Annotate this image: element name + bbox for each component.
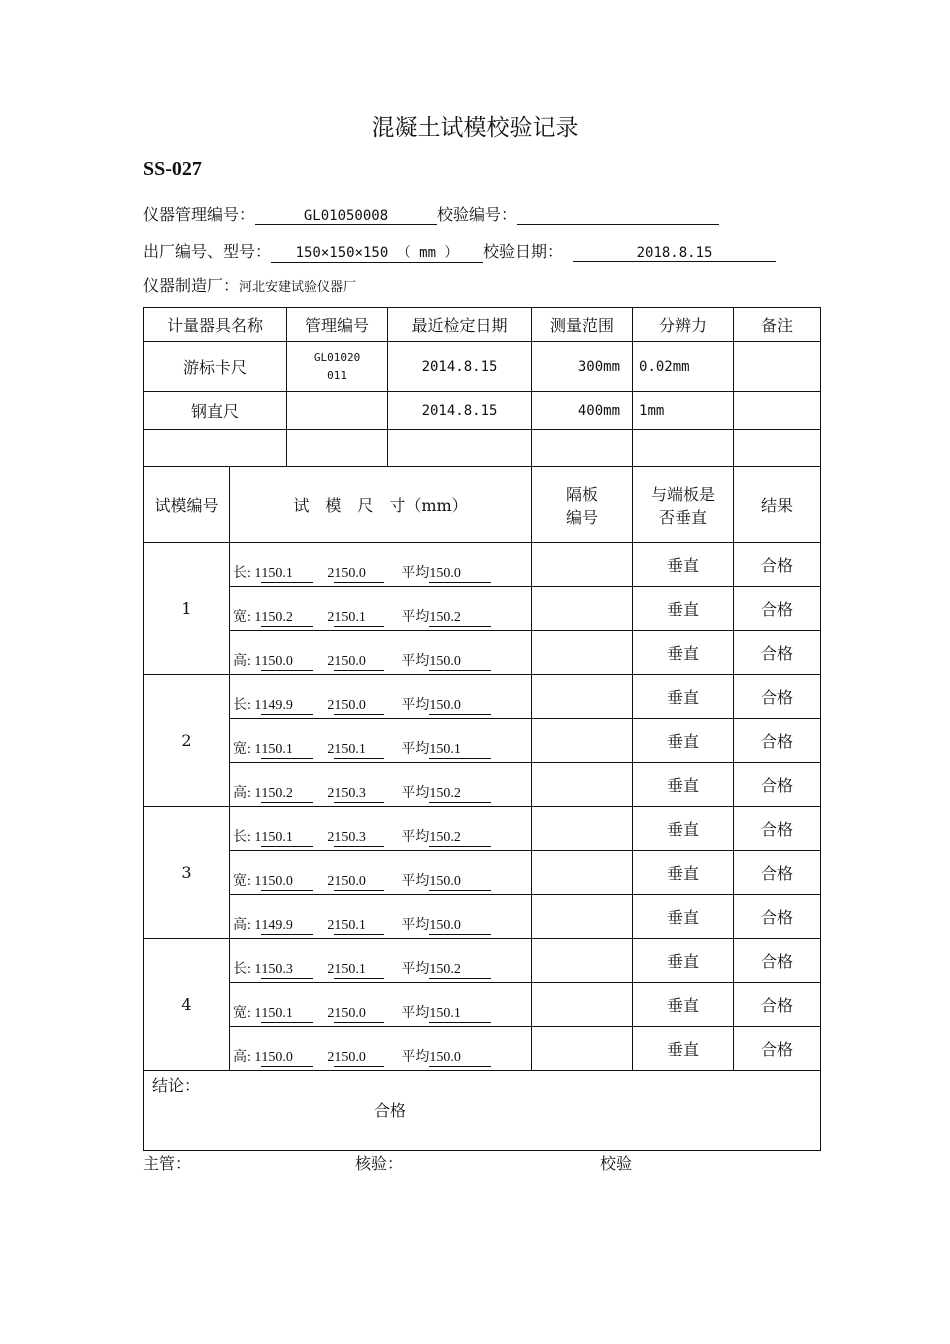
partition-no [532,543,633,587]
avg-label: 平均 [401,654,430,669]
instrument-mgmt-no [287,392,388,430]
m2-value: 150.0 [334,566,384,583]
result: 合格 [734,719,821,763]
form-code: SS-027 [143,158,202,180]
result: 合格 [734,763,821,807]
avg-label: 平均 [401,874,430,889]
perpendicular: 垂直 [633,587,734,631]
m2-value: 150.1 [334,918,384,935]
m2-value: 150.0 [334,654,384,671]
perpendicular: 垂直 [633,939,734,983]
instrument-resolution: 1mm [633,392,734,430]
m1-label: 1 [254,698,262,713]
perpendicular: 垂直 [633,851,734,895]
m2-label: 2 [327,698,335,713]
partition-no [532,807,633,851]
result: 合格 [734,543,821,587]
result: 合格 [734,1027,821,1071]
header-mold-size: 试 模 尺 寸（mm） [230,467,532,543]
m2-label: 2 [327,654,335,669]
page-title: 混凝土试模校验记录 [371,115,579,141]
measurement-cell [230,807,532,851]
avg-label: 平均 [401,830,430,845]
m2-label: 2 [327,610,335,625]
result: 合格 [734,895,821,939]
mold-id: 3 [144,807,230,939]
dim-label: 高: [233,786,251,801]
result: 合格 [734,939,821,983]
dim-label: 高: [233,654,251,669]
mold-id: 2 [144,675,230,807]
measurement-row [144,631,821,675]
header-range: 测量范围 [532,308,633,342]
perpendicular: 垂直 [633,895,734,939]
dim-label: 宽: [233,742,251,757]
instrument-note [734,392,821,430]
avg-label: 平均 [401,610,430,625]
conclusion-value: 合格 [374,1101,407,1120]
result: 合格 [734,631,821,675]
m2-value: 150.0 [334,1050,384,1067]
m1-value: 149.9 [261,918,313,935]
maker-value: 河北安建试验仪器厂 [239,280,357,295]
m1-label: 1 [254,742,262,757]
measurement-cell [230,543,532,587]
m1-label: 1 [254,830,262,845]
avg-label: 平均 [401,1006,430,1021]
mgmt-value: GL01050008 [255,208,437,225]
header-mold-id: 试模编号 [144,467,230,543]
dim-label: 长: [233,698,251,713]
instrument-header-row [144,308,821,342]
result: 合格 [734,675,821,719]
m1-value: 150.0 [261,874,313,891]
m2-value: 150.1 [334,742,384,759]
avg-label: 平均 [401,962,430,977]
measurement-cell [230,895,532,939]
partition-no [532,675,633,719]
verify-no-value [517,206,719,225]
avg-value: 150.1 [429,1006,491,1023]
instrument-date: 2014.8.15 [388,392,532,430]
measurement-row [144,587,821,631]
perpendicular: 垂直 [633,675,734,719]
instrument-name: 钢直尺 [144,392,287,430]
m1-label: 1 [254,874,262,889]
m1-label: 1 [254,918,262,933]
instrument-row-empty [144,430,821,467]
factory-line [143,239,776,263]
perpendicular: 垂直 [633,807,734,851]
measurement-row [144,675,821,719]
m1-value: 150.2 [261,610,313,627]
header-note: 备注 [734,308,821,342]
measurement-row [144,807,821,851]
partition-no [532,939,633,983]
avg-value: 150.2 [429,830,491,847]
result: 合格 [734,983,821,1027]
m1-value: 150.1 [261,830,313,847]
avg-label: 平均 [401,1050,430,1065]
instrument-range: 300mm [532,342,633,392]
m1-label: 1 [254,1050,262,1065]
conclusion-row [144,1071,821,1151]
avg-value: 150.0 [429,654,491,671]
mold-id: 1 [144,543,230,675]
m2-label: 2 [327,830,335,845]
m2-value: 150.1 [334,610,384,627]
m2-label: 2 [327,742,335,757]
avg-value: 150.0 [429,918,491,935]
factory-label: 出厂编号、型号： [143,242,272,261]
avg-label: 平均 [401,566,430,581]
dim-label: 长: [233,962,251,977]
m1-value: 150.3 [261,962,313,979]
perpendicular: 垂直 [633,543,734,587]
measurement-row [144,1027,821,1071]
partition-no [532,851,633,895]
m2-value: 150.0 [334,874,384,891]
m1-value: 149.9 [261,698,313,715]
avg-label: 平均 [401,698,430,713]
instrument-range: 400mm [532,392,633,430]
measurement-cell [230,631,532,675]
header-perpendicular: 与端板是 否垂直 [633,467,734,543]
m1-label: 1 [254,610,262,625]
result: 合格 [734,587,821,631]
measurement-row [144,763,821,807]
measurement-cell [230,763,532,807]
perpendicular: 垂直 [633,719,734,763]
m2-label: 2 [327,1050,335,1065]
m1-label: 1 [254,1006,262,1021]
measurement-cell [230,719,532,763]
dim-label: 高: [233,1050,251,1065]
instrument-mgmt-no: GL01020 011 [287,342,388,392]
m2-label: 2 [327,874,335,889]
m1-value: 150.0 [261,654,313,671]
m2-label: 2 [327,918,335,933]
avg-value: 150.0 [429,566,491,583]
date-label: 校验日期： [483,242,564,261]
partition-no [532,1027,633,1071]
dim-label: 宽: [233,610,251,625]
date-value: 2018.8.15 [573,245,776,262]
m2-label: 2 [327,962,335,977]
partition-no [532,631,633,675]
maker-line [143,273,356,296]
instrument-row [144,392,821,430]
footer-checker: 核验： [355,1154,404,1173]
perpendicular: 垂直 [633,1027,734,1071]
perpendicular: 垂直 [633,763,734,807]
measurement-row [144,939,821,983]
dim-label: 高: [233,918,251,933]
m1-value: 150.0 [261,1050,313,1067]
measurement-row [144,983,821,1027]
m1-label: 1 [254,786,262,801]
partition-no [532,763,633,807]
conclusion-cell [144,1071,821,1151]
m1-value: 150.1 [261,566,313,583]
instrument-date: 2014.8.15 [388,342,532,392]
measurement-cell [230,851,532,895]
avg-value: 150.2 [429,610,491,627]
partition-no [532,719,633,763]
header-mgmt-no: 管理编号 [287,308,388,342]
measurement-cell [230,939,532,983]
m2-label: 2 [327,566,335,581]
mgmt-line [143,202,719,225]
m2-label: 2 [327,1006,335,1021]
measurement-cell [230,983,532,1027]
m1-label: 1 [254,962,262,977]
footer-verifier: 校验 [600,1154,633,1173]
result: 合格 [734,851,821,895]
avg-label: 平均 [401,786,430,801]
measurement-cell [230,587,532,631]
dim-label: 宽: [233,874,251,889]
measurement-row [144,851,821,895]
mold-id: 4 [144,939,230,1071]
instrument-row [144,342,821,392]
partition-no [532,983,633,1027]
avg-label: 平均 [401,918,430,933]
mold-header-row [144,467,821,543]
avg-value: 150.0 [429,874,491,891]
avg-label: 平均 [401,742,430,757]
dim-label: 长: [233,830,251,845]
mold-body [144,543,821,1071]
m2-value: 150.0 [334,698,384,715]
partition-no [532,587,633,631]
dim-label: 长: [233,566,251,581]
m1-value: 150.2 [261,786,313,803]
record-table [143,307,821,1151]
maker-label: 仪器制造厂： [143,276,240,295]
result: 合格 [734,807,821,851]
measurement-row [144,895,821,939]
mgmt-label: 仪器管理编号： [143,205,256,224]
m2-value: 150.3 [334,786,384,803]
factory-value: 150×150×150 （ mm ） [271,242,483,263]
header-result: 结果 [734,467,821,543]
header-partition: 隔板 编号 [532,467,633,543]
m1-label: 1 [254,654,262,669]
avg-value: 150.0 [429,1050,491,1067]
avg-value: 150.1 [429,742,491,759]
m1-value: 150.1 [261,742,313,759]
dim-label: 宽: [233,1006,251,1021]
footer-supervisor: 主管： [143,1154,192,1173]
instrument-name: 游标卡尺 [144,342,287,392]
header-instrument-name: 计量器具名称 [144,308,287,342]
instrument-note [734,342,821,392]
m1-value: 150.1 [261,1006,313,1023]
measurement-cell [230,675,532,719]
perpendicular: 垂直 [633,631,734,675]
m2-value: 150.3 [334,830,384,847]
m2-label: 2 [327,786,335,801]
avg-value: 150.2 [429,962,491,979]
avg-value: 150.2 [429,786,491,803]
m2-value: 150.1 [334,962,384,979]
header-last-date: 最近检定日期 [388,308,532,342]
measurement-row [144,719,821,763]
m2-value: 150.0 [334,1006,384,1023]
m1-label: 1 [254,566,262,581]
perpendicular: 垂直 [633,983,734,1027]
verify-no-label: 校验编号： [437,205,518,224]
instrument-resolution: 0.02mm [633,342,734,392]
measurement-row [144,543,821,587]
conclusion-label: 结论： [152,1076,201,1095]
avg-value: 150.0 [429,698,491,715]
partition-no [532,895,633,939]
measurement-cell [230,1027,532,1071]
header-resolution: 分辨力 [633,308,734,342]
